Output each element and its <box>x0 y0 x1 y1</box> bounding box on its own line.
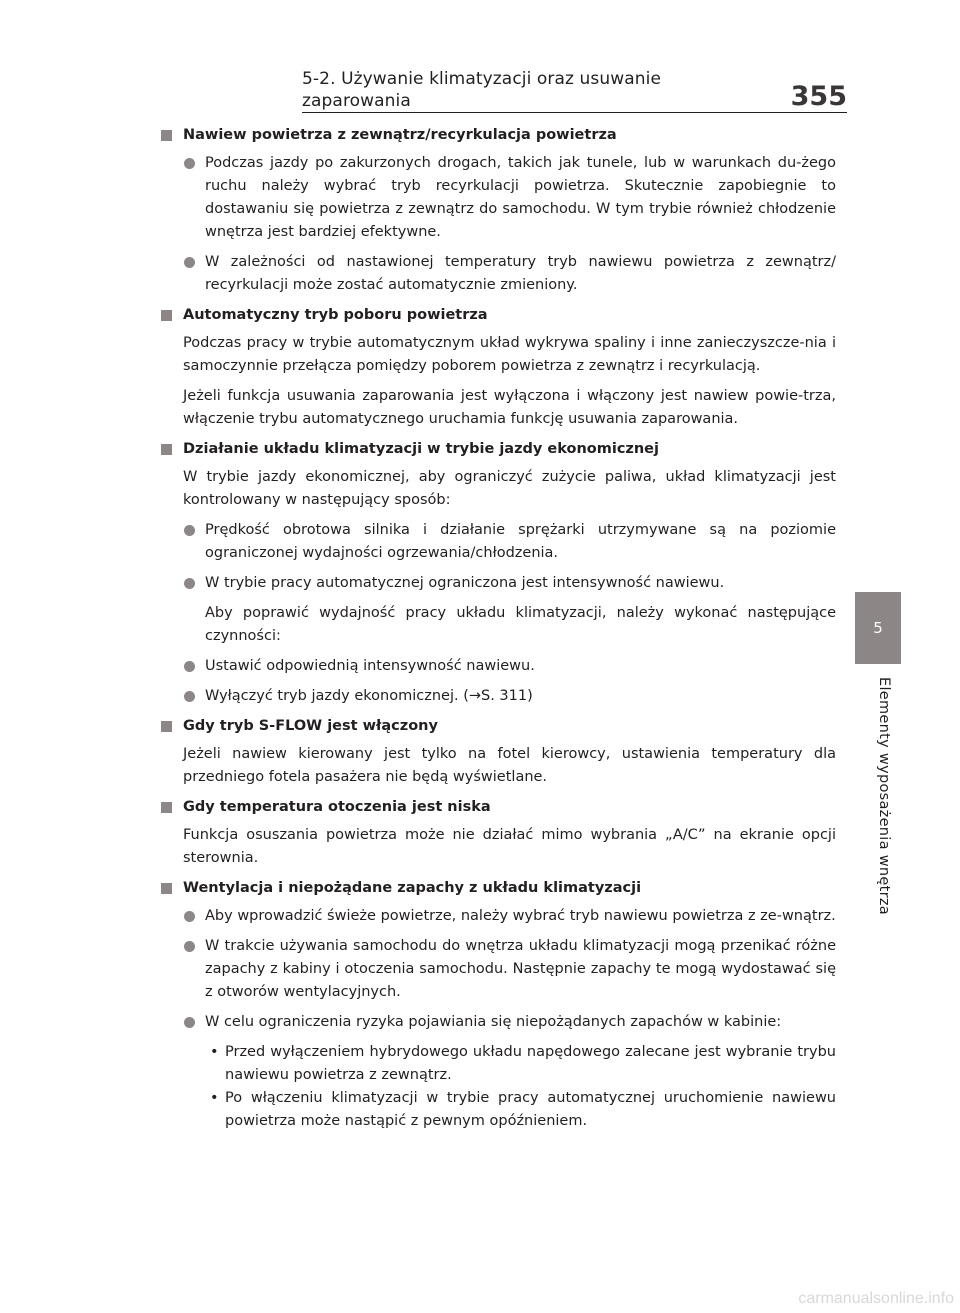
paragraph: Jeżeli nawiew kierowany jest tylko na fotel kierowcy, ustawienia temperatury dla przedniego fotela pasażera nie będą wyświetlane. <box>183 746 836 785</box>
list-item-text: Aby wprowadzić świeże powietrze, należy wybrać tryb nawiewu powietrza z ze-wnątrz. <box>205 908 836 924</box>
circle-bullet-icon <box>184 257 195 268</box>
circle-bullet-icon <box>184 525 195 536</box>
list-item <box>160 572 836 595</box>
circle-bullet-icon <box>184 911 195 922</box>
square-bullet-icon <box>161 310 172 321</box>
section-heading <box>160 438 836 461</box>
chapter-title: Elementy wyposażenia wnętrza <box>876 677 892 915</box>
list-item-text: Podczas jazdy po zakurzonych drogach, takich jak tunele, lub w warunkach du-żego ruchu należy wybrać tryb recyrkulacji powietrza. Skutecznie zapobiegnie to dostawaniu się powietrza z zewnątrz do samochodu. W tym trybie również chłodzenie wnętrza jest bardziej efektywne. <box>205 155 836 240</box>
paragraph: Jeżeli funkcja usuwania zaparowania jest wyłączona i włączony jest nawiew powie-trza, włączenie trybu automatycznego uruchamia funkcję usuwania zaparowania. <box>183 388 836 427</box>
list-item-text: Prędkość obrotowa silnika i działanie sprężarki utrzymywane są na poziomie ograniczonej wydajności ogrzewania/chłodzenia. <box>205 522 836 561</box>
square-bullet-icon <box>161 802 172 813</box>
list-item <box>160 935 836 1004</box>
circle-bullet-icon <box>184 1017 195 1028</box>
dot-bullet: • <box>210 1044 219 1060</box>
list-item <box>160 655 836 678</box>
heading-text: Gdy tryb S-FLOW jest włączony <box>183 718 438 734</box>
section-heading <box>160 124 836 147</box>
heading-text: Nawiew powietrza z zewnątrz/recyrkulacja powietrza <box>183 127 617 143</box>
page-header <box>302 69 847 112</box>
heading-text: Wentylacja i niepożądane zapachy z układu klimatyzacji <box>183 880 642 896</box>
section-heading <box>160 304 836 327</box>
heading-text: Działanie układu klimatyzacji w trybie jazdy ekonomicznej <box>183 441 659 457</box>
chapter-number: 5 <box>873 619 883 637</box>
chapter-tab <box>855 592 901 664</box>
list-item <box>160 905 836 928</box>
section-heading <box>160 715 836 738</box>
list-item-text: W celu ograniczenia ryzyka pojawiania się niepożądanych zapachów w kabinie: <box>205 1014 782 1030</box>
paragraph: Podczas pracy w trybie automatycznym układ wykrywa spaliny i inne zanieczyszcze-nia i samoczynnie przełącza pomiędzy poborem powietrza z zewnątrz i recyrkulacją. <box>183 335 836 374</box>
list-item-text: Wyłączyć tryb jazdy ekonomicznej. (→S. 311) <box>205 688 533 704</box>
header-divider <box>302 112 847 113</box>
section-title: 5-2. Używanie klimatyzacji oraz usuwanie zaparowania <box>302 69 662 111</box>
square-bullet-icon <box>161 721 172 732</box>
circle-bullet-icon <box>184 578 195 589</box>
paragraph: Funkcja osuszania powietrza może nie działać mimo wybrania „A/C” na ekranie opcji sterownia. <box>183 827 836 866</box>
page-content <box>160 124 836 1133</box>
section-heading <box>160 877 836 900</box>
paragraph: W trybie jazdy ekonomicznej, aby ograniczyć zużycie paliwa, układ klimatyzacji jest kontrolowany w następujący sposób: <box>183 469 836 508</box>
list-item <box>160 152 836 244</box>
list-item-text: Ustawić odpowiednią intensywność nawiewu. <box>205 658 535 674</box>
list-item <box>160 685 836 708</box>
page-number: 355 <box>790 81 847 112</box>
list-item-text: W trybie pracy automatycznej ograniczona jest intensywność nawiewu. <box>205 575 725 591</box>
square-bullet-icon <box>161 883 172 894</box>
list-item-text: W zależności od nastawionej temperatury tryb nawiewu powietrza z zewnątrz/ recyrkulacji może zostać automatycznie zmieniony. <box>205 254 836 293</box>
list-item <box>160 251 836 297</box>
paragraph: Aby poprawić wydajność pracy układu klimatyzacji, należy wykonać następujące czynności: <box>205 605 836 644</box>
sub-list-item-text: Przed wyłączeniem hybrydowego układu napędowego zalecane jest wybranie trybu nawiewu powietrza z zewnątrz. <box>225 1044 836 1083</box>
heading-text: Automatyczny tryb poboru powietrza <box>183 307 488 323</box>
dot-bullet: • <box>210 1090 219 1106</box>
sub-list-item <box>160 1041 836 1087</box>
square-bullet-icon <box>161 444 172 455</box>
list-item <box>160 1011 836 1034</box>
circle-bullet-icon <box>184 661 195 672</box>
square-bullet-icon <box>161 130 172 141</box>
list-item-text: W trakcie używania samochodu do wnętrza układu klimatyzacji mogą przenikać różne zapachy z kabiny i otoczenia samochodu. Następnie zapachy te mogą wydostawać się z otworów wentylacyjnych. <box>205 938 836 1000</box>
circle-bullet-icon <box>184 158 195 169</box>
sub-list-item-text: Po włączeniu klimatyzacji w trybie pracy automatycznej uruchomienie nawiewu powietrza może nastąpić z pewnym opóźnieniem. <box>225 1090 836 1129</box>
watermark: carmanualsonline.info <box>798 1290 954 1307</box>
section-heading <box>160 796 836 819</box>
sub-list-item <box>160 1087 836 1133</box>
circle-bullet-icon <box>184 691 195 702</box>
circle-bullet-icon <box>184 941 195 952</box>
list-item <box>160 519 836 565</box>
heading-text: Gdy temperatura otoczenia jest niska <box>183 799 491 815</box>
